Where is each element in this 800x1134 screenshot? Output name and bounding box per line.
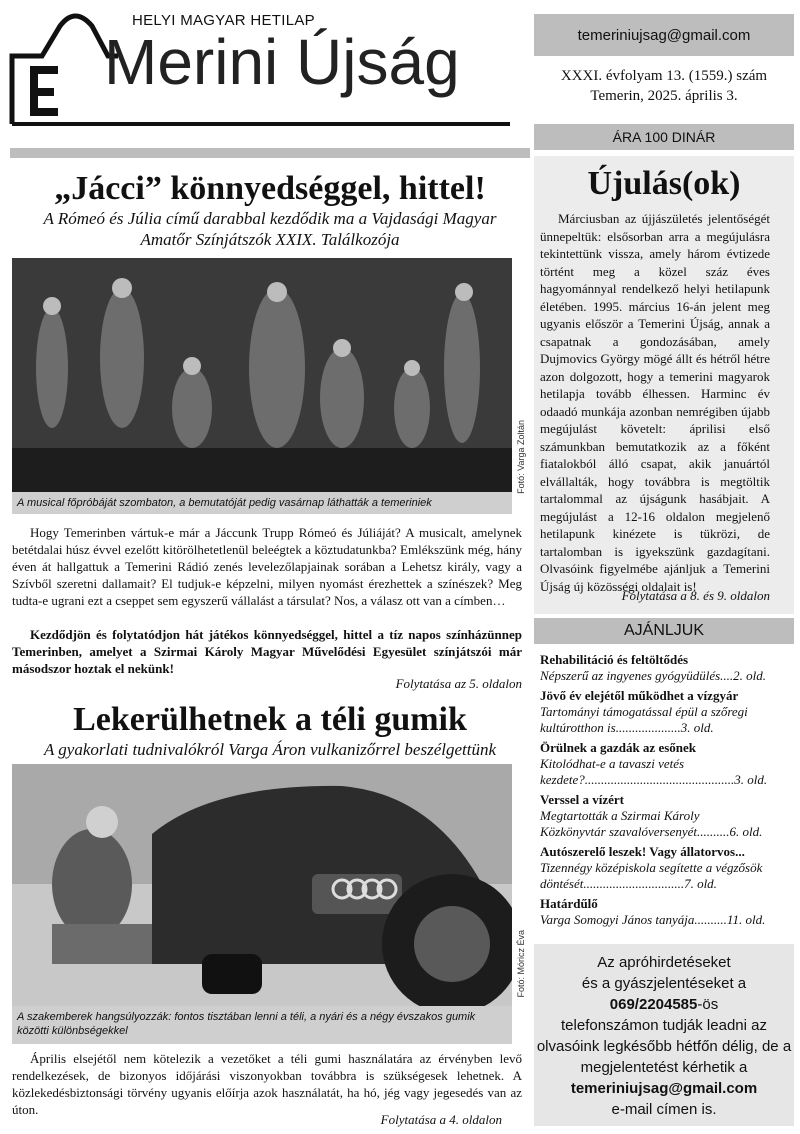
masthead-divider	[10, 148, 530, 158]
article1-body-text: Hogy Temerinben vártuk-e már a Jáccunk Trupp Rómeó és Júliáját? A musicalt, amelynek betétdalai húsz évvel ezelőtt kitörölhetetlenül beleégtek a köztudatunkba? Emlékszünk még, hány éven át hallgattuk a Temerini Rádió zenés levelezőlapjainak sorában a Lehetsz király, vagy a Szívből szeretni dallamait? El tudjuk-e képzelni, milyen nyomást érezhettek a színészek? Meg tudta-e ugrani ezt a cseppet sem egyszerű vállalást a társulat? Nos, a válasz ott van a címben…	[12, 525, 522, 608]
list-item[interactable]	[540, 652, 768, 684]
list-item[interactable]	[540, 896, 768, 928]
article2-photo	[12, 764, 512, 1006]
recommend-heading: AJÁNLJUK	[534, 618, 794, 644]
issue-date: Temerin, 2025. április 3.	[590, 88, 738, 104]
masthead-kicker: HELYI MAGYAR HETILAP	[132, 12, 315, 29]
list-item-title: Határdűlő	[540, 896, 598, 911]
ad-email[interactable]	[534, 1078, 794, 1099]
ad-line5: e-mail címen is.	[611, 1101, 717, 1118]
editorial-body	[540, 210, 770, 595]
theatre-scene-image	[12, 258, 512, 492]
article2-continued[interactable]: Folytatása a 4. oldalon	[380, 1112, 502, 1127]
article1-bold-text: Kezdődjön és folytatódjon hát játékos könnyedséggel, hittel a tíz napos színházünnep Temerinben, amelyet a Szirmai Károly Magyar Művelődési Egyesület színjátszói már másodszor hoztak el nekünk!	[12, 627, 522, 676]
article1-continued[interactable]: Folytatása az 5. oldalon	[395, 676, 522, 691]
article2-subhead: A gyakorlati tudnivalókról Varga Áron vulkanizőrrel beszélgettünk	[43, 740, 496, 759]
ad-phone[interactable]: 069/2204585	[609, 996, 698, 1013]
issue-info	[534, 66, 794, 106]
list-item-desc: Népszerű az ingyenes gyógyüdülés....2. old.	[540, 668, 767, 683]
article1-body	[12, 524, 522, 609]
ad-email-text[interactable]: temeriniujsag@gmail.com	[570, 1080, 758, 1097]
article1-subhead: A Rómeó és Júlia című darabbal kezdődik ma a Vajdasági Magyar Amatőr Színjátszók XXIX. Találkozója	[43, 209, 497, 249]
masthead-title: Merini Újság	[104, 26, 460, 98]
list-item-desc: Varga Somogyi János tanyája..........11. old.	[540, 912, 766, 927]
article1-photo-credit: Fotó: Varga Zoltán	[516, 420, 526, 494]
article2-body	[12, 1050, 522, 1118]
list-item[interactable]	[540, 792, 768, 840]
article1-caption: A musical főpróbáját szombaton, a bemutatóját pedig vasárnap láthatták a temeriniek	[12, 492, 512, 514]
editorial-body-text: Márciusban az újjászületés jelentőségét ünnepeltük: elsősorban arra a megújulásra tekintettünk vissza, amely három évtizede történt meg a közel száz éves hagyománnyal rendelkező helyi hetilapunk életében. 1995. március 16-án jelent meg ugyanis először a Temerini Újság, annak a csapatnak a gondozásában, amely Dujmovics György mögé állt és hétről hétre azon dolgozott, hogy a temerini magyarok hetilapja tovább élhessen. Harminc év odaadó munkája azonban nemrégiben újabb megújulást követelt: áprilisi első számunkban bemutatkozik az a főként fiatalokból álló csapat, akik januártól elvállalták, hogy továbbra is megtöltik tartalommal az újságunk hasábjait. A megújulást a 12-16 oldalon megjelenő hetilapunk kinézete is tükrözi, de tartalomban is igyekszünk gazdagítani. Olvasóink figyelmébe ajánljuk a Temerini Újság új közösségi oldalait is!	[540, 211, 770, 594]
classified-ad-box	[534, 944, 794, 1126]
recommend-list	[540, 652, 768, 932]
article2-caption: A szakemberek hangsúlyozzák: fontos tisztában lenni a téli, a nyári és a négy évszakos gumik közötti különbségekkel	[12, 1006, 512, 1044]
list-item-desc: Tizennégy középiskola segítette a végzősök döntését...............................7. old.	[540, 860, 763, 891]
list-item-title: Verssel a vízért	[540, 792, 624, 807]
article2-body-text: Április elsejétől nem kötelezik a vezetőket a téli gumi használatára az érvényben levő rendelkezések, de bizonyos időjárási viszonyokban továbbra is szükségesek lehetnek. A közlekedésbiztonsági törvény ugyanis előírja azok használatát, ha hó, jég vagy jegesedés van az úton.	[12, 1051, 522, 1117]
ad-line2: és a gyászjelentéseket a	[581, 975, 747, 992]
masthead-email[interactable]: temeriniujsag@gmail.com	[534, 14, 794, 56]
issue-volume: XXXI. évfolyam 13. (1559.) szám	[560, 68, 768, 84]
list-item-title: Jövő év elejétől működhet a vízgyár	[540, 688, 739, 703]
article1-bold	[12, 626, 522, 677]
ad-line1: Az apróhirdetéseket	[597, 954, 731, 971]
list-item[interactable]	[540, 740, 768, 788]
article1-headline[interactable]: „Jácci” könnyedséggel, hittel!	[54, 170, 486, 207]
list-item-desc: Kitolódhat-e a tavaszi vetés kezdete?..............................................3. old.	[540, 756, 768, 787]
ad-phone-suffix: -ös	[697, 996, 719, 1013]
price-badge: ÁRA 100 DINÁR	[534, 124, 794, 150]
list-item-title: Autószerelő leszek! Vagy állatorvos...	[540, 844, 745, 859]
car-tire-image	[12, 764, 512, 1006]
article2-photo-credit: Fotó: Móricz Éva	[516, 930, 526, 998]
list-item[interactable]	[540, 688, 768, 736]
ad-line4: telefonszámon tudják leadni az olvasóink legkésőbb hétfőn délig, de a megjelentetést kérhetik a	[536, 1017, 792, 1076]
editorial-headline[interactable]: Újulás(ok)	[587, 165, 741, 202]
ad-phone-line	[534, 994, 794, 1015]
list-item-title: Örülnek a gazdák az esőnek	[540, 740, 697, 755]
list-item-title: Rehabilitáció és feltöltődés	[540, 652, 689, 667]
list-item[interactable]	[540, 844, 768, 892]
list-item-desc: Tartományi támogatással épül a szőregi kultúrotthon is....................3. old.	[540, 704, 748, 735]
article2-headline[interactable]: Lekerülhetnek a téli gumik	[73, 701, 467, 738]
editorial-continued[interactable]: Folytatása a 8. és 9. oldalon	[621, 588, 770, 603]
list-item-desc: Megtartották a Szirmai Károly Közkönyvtár szavalóversenyét..........6. old.	[540, 808, 763, 839]
article1-photo	[12, 258, 512, 492]
